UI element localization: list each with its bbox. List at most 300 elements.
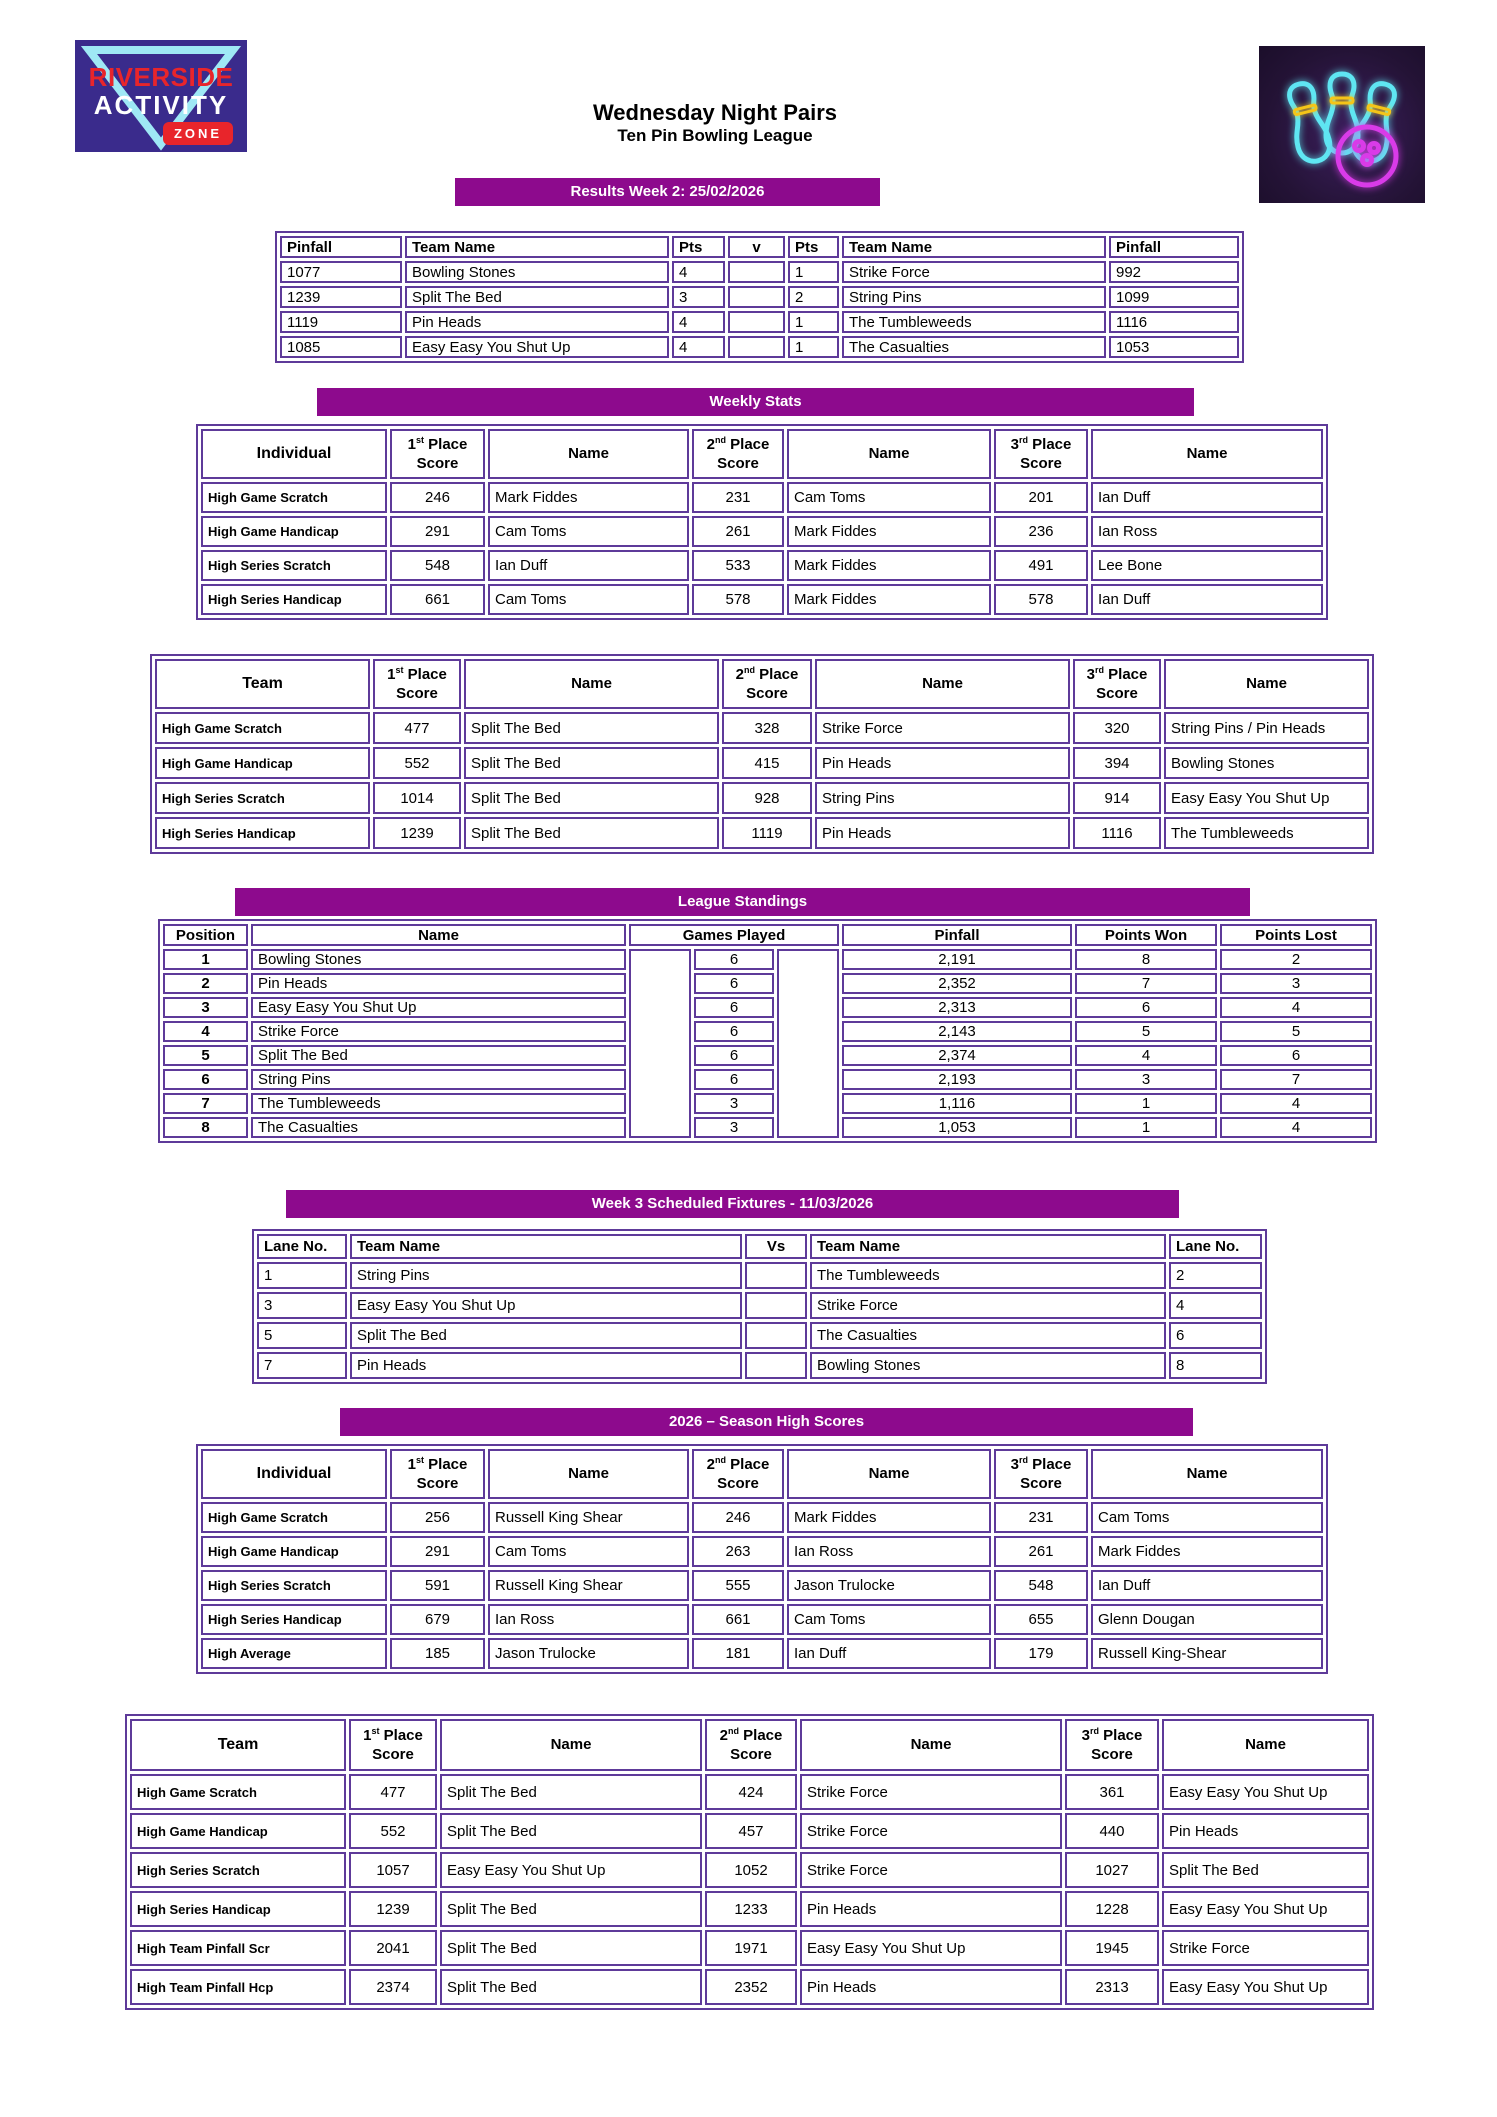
points-lost: 4 (1220, 1093, 1372, 1114)
games-played: 3 (694, 1117, 774, 1138)
home-lane: 3 (257, 1292, 347, 1319)
col-name: Name (1091, 1449, 1323, 1499)
away-pinfall: 1099 (1109, 286, 1239, 308)
neon-bowling-icon (1259, 46, 1425, 203)
home-team-name: Easy Easy You Shut Up (350, 1292, 742, 1319)
third-place-name: Easy Easy You Shut Up (1164, 782, 1369, 814)
points-won: 1 (1075, 1117, 1217, 1138)
stat-label: High Series Handicap (201, 1604, 387, 1635)
col-name: Name (488, 429, 689, 479)
stats-header-row (201, 1449, 1323, 1499)
col-2nd-place-score: 2nd Place Score (705, 1719, 797, 1771)
points-won: 1 (1075, 1093, 1217, 1114)
second-place-name: Strike Force (800, 1852, 1062, 1888)
position: 5 (163, 1045, 248, 1066)
col-2nd-place-score: 2nd Place Score (722, 659, 812, 709)
first-place-score: 552 (349, 1813, 437, 1849)
home-team-name: Split The Bed (350, 1322, 742, 1349)
col-name: Name (787, 1449, 991, 1499)
position: 8 (163, 1117, 248, 1138)
second-place-name: Pin Heads (800, 1969, 1062, 2005)
table-row (201, 584, 1323, 615)
table-row (163, 1117, 1372, 1138)
first-place-name: Split The Bed (440, 1930, 702, 1966)
first-place-name: Split The Bed (464, 747, 719, 779)
table-row (155, 712, 1369, 744)
col-lane-away: Lane No. (1169, 1234, 1262, 1259)
vs-cell (745, 1292, 807, 1319)
home-pinfall: 1085 (280, 336, 402, 358)
second-place-name: Strike Force (800, 1813, 1062, 1849)
second-place-score: 1233 (705, 1891, 797, 1927)
table-row (257, 1262, 1262, 1289)
away-lane: 6 (1169, 1322, 1262, 1349)
stat-label: High Game Handicap (201, 516, 387, 547)
third-place-name: Glenn Dougan (1091, 1604, 1323, 1635)
col-pts-home: Pts (672, 236, 725, 258)
home-lane: 7 (257, 1352, 347, 1379)
team-name: The Casualties (251, 1117, 626, 1138)
first-place-name: Split The Bed (440, 1969, 702, 2005)
table-row (201, 550, 1323, 581)
second-place-name: Mark Fiddes (787, 516, 991, 547)
table-row (163, 949, 1372, 970)
pinfall: 2,313 (842, 997, 1072, 1018)
table-row (163, 973, 1372, 994)
weekly-stats-banner: Weekly Stats (317, 388, 1194, 416)
stat-label: High Team Pinfall Scr (130, 1930, 346, 1966)
second-place-score: 246 (692, 1502, 784, 1533)
first-place-name: Ian Duff (488, 550, 689, 581)
second-place-score: 457 (705, 1813, 797, 1849)
fixtures-banner: Week 3 Scheduled Fixtures - 11/03/2026 (286, 1190, 1179, 1218)
team-name: Bowling Stones (251, 949, 626, 970)
first-place-score: 2374 (349, 1969, 437, 2005)
stat-label: High Team Pinfall Hcp (130, 1969, 346, 2005)
col-pts-away: Pts (788, 236, 839, 258)
away-points: 2 (788, 286, 839, 308)
second-place-score: 415 (722, 747, 812, 779)
second-place-score: 263 (692, 1536, 784, 1567)
third-place-score: 201 (994, 482, 1088, 513)
first-place-score: 591 (390, 1570, 485, 1601)
riverside-activity-zone-logo (75, 40, 247, 152)
col-3rd-place-score: 3rd Place Score (994, 1449, 1088, 1499)
third-place-name: Easy Easy You Shut Up (1162, 1891, 1369, 1927)
stat-label: High Series Scratch (201, 550, 387, 581)
third-place-score: 914 (1073, 782, 1161, 814)
stat-label: High Series Handicap (201, 584, 387, 615)
home-lane: 5 (257, 1322, 347, 1349)
col-1st-place-score: 1st Place Score (390, 1449, 485, 1499)
third-place-name: Ian Duff (1091, 482, 1323, 513)
table-row (130, 1969, 1369, 2005)
spacer-cell (777, 949, 839, 1138)
page-title-block (400, 100, 1030, 146)
second-place-score: 424 (705, 1774, 797, 1810)
third-place-name: Ian Ross (1091, 516, 1323, 547)
col-pinfall-away: Pinfall (1109, 236, 1239, 258)
col-name: Name (1164, 659, 1369, 709)
home-team-name: String Pins (350, 1262, 742, 1289)
home-team-name: Split The Bed (405, 286, 669, 308)
second-place-score: 231 (692, 482, 784, 513)
away-team-name: Bowling Stones (810, 1352, 1166, 1379)
first-place-score: 548 (390, 550, 485, 581)
home-points: 4 (672, 336, 725, 358)
points-won: 5 (1075, 1021, 1217, 1042)
third-place-name: String Pins / Pin Heads (1164, 712, 1369, 744)
away-team-name: Strike Force (810, 1292, 1166, 1319)
third-place-name: Lee Bone (1091, 550, 1323, 581)
first-place-score: 291 (390, 1536, 485, 1567)
stat-label: High Series Scratch (155, 782, 370, 814)
team-name: Split The Bed (251, 1045, 626, 1066)
third-place-score: 236 (994, 516, 1088, 547)
points-won: 3 (1075, 1069, 1217, 1090)
away-pinfall: 1116 (1109, 311, 1239, 333)
pinfall: 2,193 (842, 1069, 1072, 1090)
second-place-score: 928 (722, 782, 812, 814)
team-name: String Pins (251, 1069, 626, 1090)
league-standings-banner: League Standings (235, 888, 1250, 916)
home-points: 3 (672, 286, 725, 308)
logo-zone-badge: ZONE (163, 122, 233, 145)
col-pinfall-home: Pinfall (280, 236, 402, 258)
third-place-score: 655 (994, 1604, 1088, 1635)
second-place-name: Ian Ross (787, 1536, 991, 1567)
table-row (130, 1852, 1369, 1888)
col-name: Name (251, 924, 626, 946)
table-row (280, 261, 1239, 283)
col-points-won: Points Won (1075, 924, 1217, 946)
logo-line1: RIVERSIDE (88, 62, 234, 92)
table-row (163, 1045, 1372, 1066)
first-place-name: Jason Trulocke (488, 1638, 689, 1669)
stat-label: High Game Scratch (155, 712, 370, 744)
second-place-score: 181 (692, 1638, 784, 1669)
pinfall: 2,374 (842, 1045, 1072, 1066)
first-place-name: Cam Toms (488, 516, 689, 547)
first-place-name: Russell King Shear (488, 1570, 689, 1601)
third-place-score: 548 (994, 1570, 1088, 1601)
table-row (130, 1891, 1369, 1927)
away-lane: 8 (1169, 1352, 1262, 1379)
home-team-name: Pin Heads (350, 1352, 742, 1379)
first-place-name: Ian Ross (488, 1604, 689, 1635)
points-won: 8 (1075, 949, 1217, 970)
points-lost: 7 (1220, 1069, 1372, 1090)
col-pinfall: Pinfall (842, 924, 1072, 946)
stats-header-row (130, 1719, 1369, 1771)
points-lost: 4 (1220, 997, 1372, 1018)
first-place-name: Easy Easy You Shut Up (440, 1852, 702, 1888)
versus-cell (728, 311, 785, 333)
second-place-score: 578 (692, 584, 784, 615)
results-table (275, 231, 1244, 363)
points-lost: 5 (1220, 1021, 1372, 1042)
points-won: 6 (1075, 997, 1217, 1018)
first-place-name: Split The Bed (440, 1891, 702, 1927)
away-points: 1 (788, 311, 839, 333)
third-place-score: 440 (1065, 1813, 1159, 1849)
second-place-name: Cam Toms (787, 1604, 991, 1635)
stat-label: High Game Scratch (201, 482, 387, 513)
fixtures-header-row (257, 1234, 1262, 1259)
table-row (155, 817, 1369, 849)
team-name: Pin Heads (251, 973, 626, 994)
season-individual-table (196, 1444, 1328, 1674)
third-place-name: Ian Duff (1091, 1570, 1323, 1601)
third-place-name: Mark Fiddes (1091, 1536, 1323, 1567)
third-place-score: 1228 (1065, 1891, 1159, 1927)
first-place-name: Split The Bed (440, 1813, 702, 1849)
standings-header-row (163, 924, 1372, 946)
home-team-name: Easy Easy You Shut Up (405, 336, 669, 358)
col-name: Name (787, 429, 991, 479)
table-row (130, 1774, 1369, 1810)
games-played: 6 (694, 1045, 774, 1066)
games-played: 6 (694, 1021, 774, 1042)
table-row (155, 782, 1369, 814)
pinfall: 2,143 (842, 1021, 1072, 1042)
first-place-name: Mark Fiddes (488, 482, 689, 513)
results-week-banner: Results Week 2: 25/02/2026 (455, 178, 880, 206)
first-place-score: 1057 (349, 1852, 437, 1888)
league-standings-table (158, 919, 1377, 1143)
points-won: 4 (1075, 1045, 1217, 1066)
corner-individual: Individual (201, 1449, 387, 1499)
col-vs: Vs (745, 1234, 807, 1259)
second-place-name: Mark Fiddes (787, 584, 991, 615)
home-points: 4 (672, 261, 725, 283)
team-name: Easy Easy You Shut Up (251, 997, 626, 1018)
first-place-score: 291 (390, 516, 485, 547)
home-points: 4 (672, 311, 725, 333)
third-place-name: Easy Easy You Shut Up (1162, 1774, 1369, 1810)
team-name: Strike Force (251, 1021, 626, 1042)
table-row (130, 1930, 1369, 1966)
col-3rd-place-score: 3rd Place Score (1065, 1719, 1159, 1771)
away-points: 1 (788, 336, 839, 358)
third-place-name: Split The Bed (1162, 1852, 1369, 1888)
first-place-name: Russell King Shear (488, 1502, 689, 1533)
col-3rd-place-score: 3rd Place Score (994, 429, 1088, 479)
home-pinfall: 1119 (280, 311, 402, 333)
third-place-score: 179 (994, 1638, 1088, 1669)
table-row (257, 1322, 1262, 1349)
results-header-row (280, 236, 1239, 258)
third-place-name: Pin Heads (1162, 1813, 1369, 1849)
second-place-name: Pin Heads (800, 1891, 1062, 1927)
games-played: 6 (694, 1069, 774, 1090)
col-name: Name (800, 1719, 1062, 1771)
col-lane-home: Lane No. (257, 1234, 347, 1259)
points-lost: 4 (1220, 1117, 1372, 1138)
col-name: Name (440, 1719, 702, 1771)
position: 7 (163, 1093, 248, 1114)
third-place-score: 261 (994, 1536, 1088, 1567)
third-place-name: Strike Force (1162, 1930, 1369, 1966)
stat-label: High Game Scratch (201, 1502, 387, 1533)
third-place-score: 231 (994, 1502, 1088, 1533)
page-subtitle: Ten Pin Bowling League (617, 126, 813, 145)
stat-label: High Series Scratch (130, 1852, 346, 1888)
stats-header-row (155, 659, 1369, 709)
third-place-name: Bowling Stones (1164, 747, 1369, 779)
third-place-score: 1945 (1065, 1930, 1159, 1966)
table-row (201, 516, 1323, 547)
table-row (201, 1502, 1323, 1533)
table-row (163, 1093, 1372, 1114)
second-place-score: 261 (692, 516, 784, 547)
second-place-name: Strike Force (800, 1774, 1062, 1810)
third-place-score: 491 (994, 550, 1088, 581)
away-team-name: The Casualties (842, 336, 1106, 358)
stat-label: High Game Handicap (155, 747, 370, 779)
table-row (201, 1570, 1323, 1601)
games-played: 6 (694, 949, 774, 970)
games-played: 6 (694, 973, 774, 994)
table-row (163, 997, 1372, 1018)
first-place-score: 185 (390, 1638, 485, 1669)
versus-cell (728, 286, 785, 308)
corner-team: Team (155, 659, 370, 709)
second-place-name: Pin Heads (815, 817, 1070, 849)
table-row (130, 1813, 1369, 1849)
away-lane: 4 (1169, 1292, 1262, 1319)
games-played: 3 (694, 1093, 774, 1114)
pinfall: 2,352 (842, 973, 1072, 994)
col-team-home: Team Name (405, 236, 669, 258)
home-team-name: Bowling Stones (405, 261, 669, 283)
third-place-score: 1116 (1073, 817, 1161, 849)
col-name: Name (464, 659, 719, 709)
first-place-score: 1239 (373, 817, 461, 849)
col-position: Position (163, 924, 248, 946)
third-place-name: Easy Easy You Shut Up (1162, 1969, 1369, 2005)
first-place-name: Split The Bed (464, 782, 719, 814)
weekly-individual-table (196, 424, 1328, 620)
col-team-away: Team Name (842, 236, 1106, 258)
third-place-score: 394 (1073, 747, 1161, 779)
points-lost: 6 (1220, 1045, 1372, 1066)
away-team-name: String Pins (842, 286, 1106, 308)
pinfall: 2,191 (842, 949, 1072, 970)
second-place-score: 1971 (705, 1930, 797, 1966)
vs-cell (745, 1352, 807, 1379)
third-place-score: 361 (1065, 1774, 1159, 1810)
corner-individual: Individual (201, 429, 387, 479)
second-place-name: Strike Force (815, 712, 1070, 744)
table-row (163, 1021, 1372, 1042)
stat-label: High Game Scratch (130, 1774, 346, 1810)
first-place-score: 246 (390, 482, 485, 513)
col-name: Name (1162, 1719, 1369, 1771)
table-row (201, 482, 1323, 513)
away-team-name: The Tumbleweeds (810, 1262, 1166, 1289)
third-place-name: The Tumbleweeds (1164, 817, 1369, 849)
fixtures-table (252, 1229, 1267, 1384)
col-2nd-place-score: 2nd Place Score (692, 429, 784, 479)
away-lane: 2 (1169, 1262, 1262, 1289)
table-row (201, 1604, 1323, 1635)
first-place-score: 679 (390, 1604, 485, 1635)
third-place-name: Ian Duff (1091, 584, 1323, 615)
first-place-name: Split The Bed (464, 817, 719, 849)
stat-label: High Series Scratch (201, 1570, 387, 1601)
pinfall: 1,053 (842, 1117, 1072, 1138)
logo-line2: ACTIVITY (93, 90, 229, 120)
third-place-score: 2313 (1065, 1969, 1159, 2005)
col-versus: v (728, 236, 785, 258)
first-place-score: 477 (349, 1774, 437, 1810)
home-team-name: Pin Heads (405, 311, 669, 333)
third-place-name: Cam Toms (1091, 1502, 1323, 1533)
second-place-score: 2352 (705, 1969, 797, 2005)
first-place-name: Cam Toms (488, 1536, 689, 1567)
first-place-score: 1014 (373, 782, 461, 814)
corner-team: Team (130, 1719, 346, 1771)
pinfall: 1,116 (842, 1093, 1072, 1114)
second-place-score: 661 (692, 1604, 784, 1635)
second-place-score: 1119 (722, 817, 812, 849)
third-place-name: Russell King-Shear (1091, 1638, 1323, 1669)
away-team-name: The Casualties (810, 1322, 1166, 1349)
second-place-name: Mark Fiddes (787, 550, 991, 581)
table-row (257, 1292, 1262, 1319)
stat-label: High Average (201, 1638, 387, 1669)
first-place-name: Split The Bed (440, 1774, 702, 1810)
first-place-score: 256 (390, 1502, 485, 1533)
stat-label: High Game Handicap (130, 1813, 346, 1849)
second-place-name: Jason Trulocke (787, 1570, 991, 1601)
table-row (280, 311, 1239, 333)
first-place-score: 661 (390, 584, 485, 615)
table-row (257, 1352, 1262, 1379)
home-lane: 1 (257, 1262, 347, 1289)
col-games-played: Games Played (629, 924, 839, 946)
third-place-score: 320 (1073, 712, 1161, 744)
stat-label: High Series Handicap (130, 1891, 346, 1927)
first-place-name: Split The Bed (464, 712, 719, 744)
col-1st-place-score: 1st Place Score (349, 1719, 437, 1771)
second-place-name: Easy Easy You Shut Up (800, 1930, 1062, 1966)
away-points: 1 (788, 261, 839, 283)
table-row (201, 1638, 1323, 1669)
team-name: The Tumbleweeds (251, 1093, 626, 1114)
col-team-away: Team Name (810, 1234, 1166, 1259)
away-pinfall: 1053 (1109, 336, 1239, 358)
position: 6 (163, 1069, 248, 1090)
points-lost: 3 (1220, 973, 1372, 994)
away-team-name: The Tumbleweeds (842, 311, 1106, 333)
home-pinfall: 1077 (280, 261, 402, 283)
position: 1 (163, 949, 248, 970)
table-row (201, 1536, 1323, 1567)
col-team-home: Team Name (350, 1234, 742, 1259)
vs-cell (745, 1322, 807, 1349)
stat-label: High Series Handicap (155, 817, 370, 849)
season-team-table (125, 1714, 1374, 2010)
table-row (155, 747, 1369, 779)
second-place-score: 1052 (705, 1852, 797, 1888)
col-name: Name (1091, 429, 1323, 479)
position: 2 (163, 973, 248, 994)
second-place-score: 533 (692, 550, 784, 581)
points-lost: 2 (1220, 949, 1372, 970)
versus-cell (728, 261, 785, 283)
